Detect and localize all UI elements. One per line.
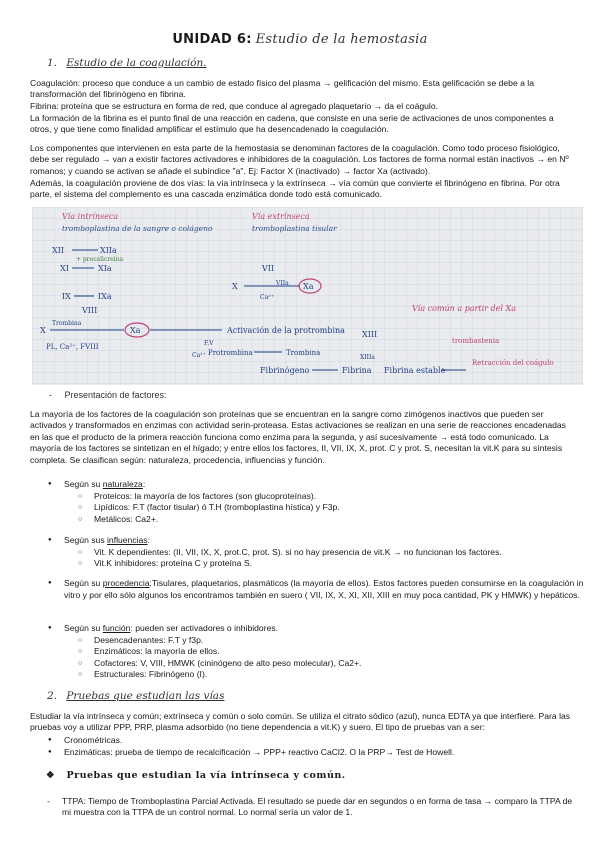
list-item: ○ Enzimáticos: la mayoría de ellos. (64, 646, 589, 658)
list-item: ● Enzimáticas: prueba de tiempo de recalcificación → PPP+ reactivo CaCl2. O la PRP→ Test de Howell. (44, 747, 589, 759)
diagram-trombastenia: trombastenia (452, 337, 500, 345)
diagram-fv: F.V (204, 340, 214, 347)
presentacion-label: Presentación de factores: (64, 390, 167, 400)
diagram-x2: X (232, 282, 238, 291)
pruebas-heading-text: Pruebas que estudian la vía intrínseca y común. (66, 770, 346, 781)
bullet-keyword: función (102, 623, 131, 633)
paragraph-vias: Además, la coagulación proviene de dos vías: la vía intrínseca y la extrínseca → vía común que convierte el fibrinógeno en fibrina. Por otra parte, el sistema del complemento es una cascada enzimática donde todo está comunicado. (30, 178, 560, 200)
sublist-naturaleza (64, 491, 589, 526)
paragraph-ttpa (49, 796, 577, 819)
bullet-prefix: Según su (64, 479, 103, 489)
bullet-influencias (44, 535, 589, 570)
bullet-suffix: : pueden ser activadores o inhibidores. (130, 623, 279, 633)
diagram-trombina: Trombina (52, 320, 82, 327)
bullet-keyword: influencias (107, 535, 148, 545)
dash-marker: - (47, 796, 50, 806)
list-item: ○ Desencadenantes: F.T y f3p. (64, 635, 589, 647)
list-item: ○ Vit. K dependientes: (II, VII, IX, X, prot.C, prot. S). si no hay presencia de vit.K → no funcionan los factores. (64, 547, 589, 559)
diagram-fibrinogeno: Fibrinógeno (260, 366, 310, 375)
section-number: 1. (47, 57, 58, 69)
diagram-protrombina: Protrombina (208, 349, 253, 357)
list-item (44, 623, 589, 681)
section-label: Pruebas que estudian las vías (66, 690, 225, 702)
diamond-icon: ❖ (46, 770, 67, 781)
diagram-trombina-2: Trombina (286, 349, 321, 357)
paragraph-pruebas: Estudiar la vía intrínseca y común; extrínseca y común o solo común. Se utiliza el citrato sódico (azul), nunca EDTA ya que interfiere. Para las pruebas voy a utilizar PPP, PRP, plasma adsorbido (no tiene dependencia a vit.K) y suero. El tipo de pruebas van a ser: (30, 711, 571, 733)
section-number: 2. (47, 690, 58, 702)
bullet-suffix: : (147, 535, 150, 545)
sublist-influencias (64, 547, 589, 570)
diagram-xia: XIa (98, 264, 112, 273)
list-item: ○ Lipídicos: F.T (factor tisular) ó T.H (tromboplastina hística) y F3p. (64, 502, 589, 514)
pruebas-via-heading (46, 770, 346, 781)
diagram-via-extrinseca: Vía extrínseca (252, 212, 310, 221)
title-bold: UNIDAD 6: (172, 32, 252, 47)
diagram-viia: VIIa (276, 280, 289, 287)
diagram-precalicreina: + precalicreína (76, 256, 124, 263)
diagram-viii: VIII (82, 306, 98, 315)
bullet-procedencia (44, 578, 589, 601)
dash-marker: - (49, 390, 65, 400)
diagram-ix: IX (62, 292, 71, 301)
coagulation-cascade-photo (32, 207, 583, 385)
list-item (44, 535, 589, 570)
diagram-xa-2: Xa (303, 282, 314, 291)
list-item: ○ Proteicos: la mayoría de los factores (son glucoproteínas). (64, 491, 589, 503)
bullet-suffix: : (142, 479, 146, 489)
bullet-tipos (44, 735, 589, 758)
diagram-via-intr-sub: tromboplastina de la sangre o colágeno (62, 224, 213, 233)
paragraph-formacion: La formación de la fibrina es el punto final de una reacción en cadena, que consiste en una serie de activaciones de unos componentes a otros, y que tiene como finalidad amplificar el estímulo que ha desencadenado la coagulación. (30, 113, 554, 135)
bullet-naturaleza (44, 479, 589, 525)
list-item: ○ Vit.K inhibidores: proteína C y proteína S. (64, 558, 589, 570)
diagram-pl-ca: PL, Ca²⁺, FVIII (46, 343, 99, 351)
diagram-ca: Ca²⁺ (260, 294, 274, 301)
sublist-funcion (64, 635, 589, 681)
list-item (44, 578, 589, 601)
list-item (44, 479, 589, 525)
bullet-prefix: Según su (64, 623, 103, 633)
title-script: Estudio de la hemostasia (255, 32, 428, 47)
list-item: ● Cronométricas. (44, 735, 589, 747)
bullet-prefix: Según sus (64, 535, 107, 545)
section-heading-1 (47, 57, 207, 69)
bullet-keyword: procedencia (102, 578, 150, 588)
diagram-vii: VII (262, 264, 275, 273)
diagram-xii: XII (52, 246, 65, 255)
diagram-fibrina-estable: Fibrina estable (384, 366, 446, 375)
bullet-prefix: Según su (64, 578, 103, 588)
presentacion-heading (49, 390, 167, 400)
paragraph-factores: La mayoría de los factores de la coagulación son proteínas que se encuentran en la sangre como zimógenos inactivos que pueden ser activados y transformados en enzimas con actividad serin-proteasa. Estas activaciones se realizan en una serie de reacciones encadenadas en las que el producto de la primera reacción funciona como enzima para la segunda, y así sucesivamente → está todo comunicado. La mayoría de los factores se sintetizan en el hígado; y entre ellos los factores, II, VII, IX, X, prot. C y prot. S, necesitan la vit.K para su síntesis completa. Se clasifican según: naturaleza, procedencia, influencias y función. (30, 409, 566, 465)
page-title (0, 31, 600, 47)
bullet-funcion (44, 623, 589, 681)
diagram-xiiia: XIIIa (360, 354, 375, 361)
diagram-via-extr-sub: tromboplastina tisular (252, 224, 337, 233)
list-item: ○ Estructurales: Fibrinógeno (I). (64, 669, 589, 681)
paragraph-fibrina: Fibrina: proteína que se estructura en forma de red, que conduce al agregado plaquetario → da el coágulo. (30, 101, 438, 111)
paragraph-coagulacion: Coagulación: proceso que conduce a un cambio de estado físico del plasma → gelificación del mismo. Esta gelificación se debe a la transformación del fibrinógeno en fibrina. (30, 78, 534, 100)
diagram-xi: XI (60, 264, 69, 273)
list-item: ○ Cofactores: V, VIII, HMWK (cininógeno de alto peso molecular), Ca2+. (64, 658, 589, 670)
diagram-via-comun: Vía común a partir del Xa (412, 304, 516, 313)
paragraph-componentes: Los componentes que intervienen en esta parte de la hemostasia se denominan factores de la coagulación. Como todo proceso fisiológico, debe ser regulado → van a existir factores activadores e inhibidores de la coagulación. Los factores de forma normal están inactivos → en Nº romanos; y cuando se activan se añade el subíndice "a". Ej: Factor X (inactivado) → factor Xa (activado). (30, 143, 569, 176)
diagram-via-intrinseca: Vía intrínseca (62, 212, 119, 221)
diagram-retraccion: Retracción del coágulo (472, 359, 554, 367)
diagram-fibrina: Fibrina (342, 366, 372, 375)
ttpa-text: TTPA: Tiempo de Tromboplastina Parcial Activada. El resultado se puede dar en segundos o en forma de tasa → comparo la TTPA de mi muestra con la TTPA de un control normal. Lo normal sería un valor de 1. (62, 796, 573, 818)
diagram-activacion: Activación de la protrombina (227, 326, 345, 335)
section-heading-2 (47, 690, 224, 702)
bullet-keyword: naturaleza (102, 479, 143, 489)
diagram-ca2: Ca²⁺ (192, 352, 206, 359)
bullet-suffix: :Tisulares, plaquetarios, plasmáticos (la mayoría de ellos). Estos factores pueden consumirse en la coagulación in vitro y por ello sólo algunos los encontramos también en suero ( VII, IX, X, XI, XII, XIII en muy poca cantidad, PK y HMWK) y hepáticos. (64, 578, 584, 600)
diagram-ixa: IXa (98, 292, 112, 301)
diagram-xiii: XIII (362, 330, 378, 339)
diagram-xa: Xa (130, 326, 141, 335)
section-label: Estudio de la coagulación. (66, 57, 207, 69)
diagram-x: X (40, 326, 46, 335)
diagram-xiia: XIIa (100, 246, 117, 255)
list-item: ○ Metálicos: Ca2+. (64, 514, 589, 526)
